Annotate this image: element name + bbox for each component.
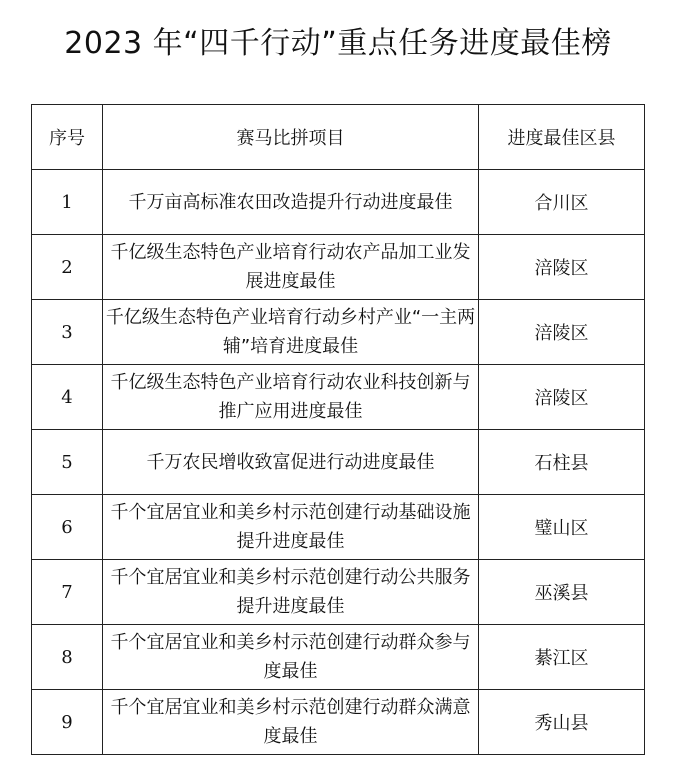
row-district: 涪陵区 [479, 235, 645, 300]
row-project: 千个宜居宜业和美乡村示范创建行动群众满意度最佳 [103, 690, 479, 755]
row-index: 9 [32, 690, 103, 755]
document-title: 2023 年“四千行动”重点任务进度最佳榜 [64, 26, 612, 61]
row-district: 璧山区 [479, 495, 645, 560]
row-district: 涪陵区 [479, 300, 645, 365]
row-project: 千万农民增收致富促进行动进度最佳 [103, 430, 479, 495]
table-row [32, 560, 645, 625]
row-project: 千个宜居宜业和美乡村示范创建行动群众参与度最佳 [103, 625, 479, 690]
row-project: 千个宜居宜业和美乡村示范创建行动基础设施提升进度最佳 [103, 495, 479, 560]
row-project: 千个宜居宜业和美乡村示范创建行动公共服务提升进度最佳 [103, 560, 479, 625]
table-row [32, 300, 645, 365]
table-row [32, 365, 645, 430]
table-row [32, 430, 645, 495]
ranking-table [31, 104, 645, 755]
row-index: 8 [32, 625, 103, 690]
table-row [32, 170, 645, 235]
row-district: 巫溪县 [479, 560, 645, 625]
row-project: 千亿级生态特色产业培育行动乡村产业“一主两辅”培育进度最佳 [103, 300, 479, 365]
header-district: 进度最佳区县 [479, 105, 645, 170]
row-index: 2 [32, 235, 103, 300]
header-project: 赛马比拼项目 [103, 105, 479, 170]
row-index: 6 [32, 495, 103, 560]
row-district: 合川区 [479, 170, 645, 235]
row-district: 綦江区 [479, 625, 645, 690]
header-index: 序号 [32, 105, 103, 170]
table-row [32, 495, 645, 560]
row-district: 涪陵区 [479, 365, 645, 430]
table-header-row [32, 105, 645, 170]
row-project: 千亿级生态特色产业培育行动农产品加工业发展进度最佳 [103, 235, 479, 300]
row-index: 7 [32, 560, 103, 625]
row-project: 千万亩高标准农田改造提升行动进度最佳 [103, 170, 479, 235]
row-district: 石柱县 [479, 430, 645, 495]
row-project: 千亿级生态特色产业培育行动农业科技创新与推广应用进度最佳 [103, 365, 479, 430]
row-index: 4 [32, 365, 103, 430]
table-row [32, 690, 645, 755]
row-index: 1 [32, 170, 103, 235]
row-district: 秀山县 [479, 690, 645, 755]
table-row [32, 235, 645, 300]
row-index: 5 [32, 430, 103, 495]
table-row [32, 625, 645, 690]
row-index: 3 [32, 300, 103, 365]
